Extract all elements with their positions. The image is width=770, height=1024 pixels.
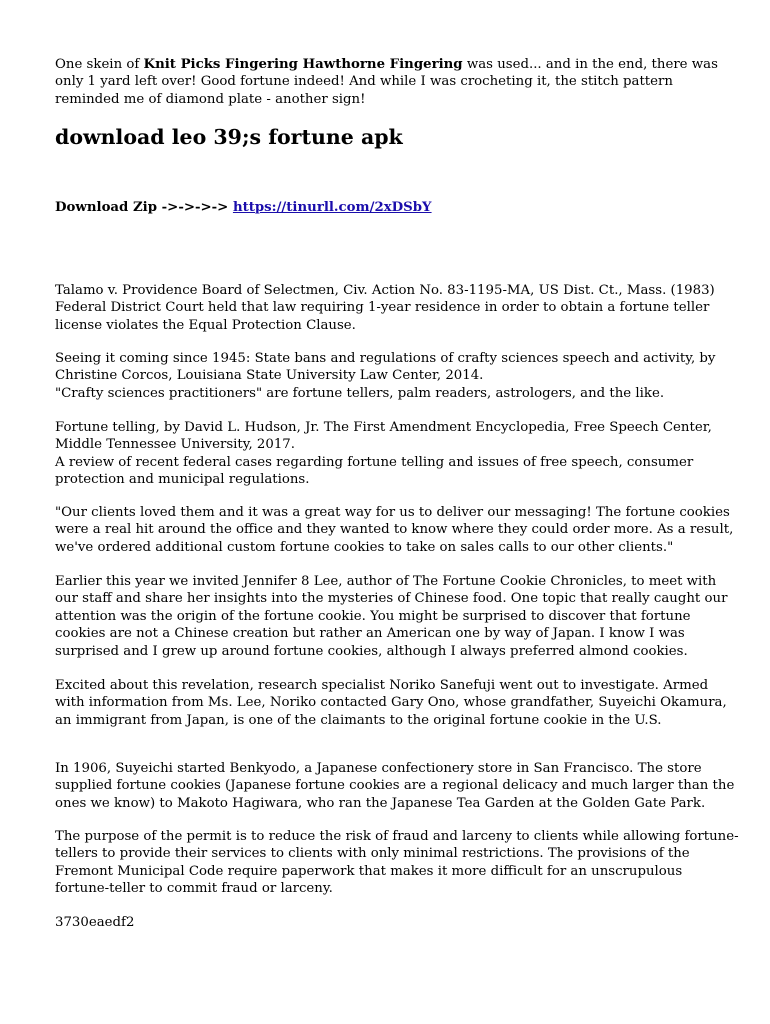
paragraph-line: with information from Ms. Lee, Noriko contacted Gary Ono, whose grandfather, Suyeichi Okamura, <box>55 695 727 711</box>
download-line <box>55 199 717 216</box>
paragraph-line: 3730eaedf2 <box>55 915 135 930</box>
paragraph-line: Excited about this revelation, research specialist Noriko Sanefuji went out to investigate. Armed <box>55 678 709 693</box>
paragraph-line: Earlier this year we invited Jennifer 8 Lee, author of The Fortune Cookie Chronicles, to meet with <box>55 574 717 589</box>
paragraph-line: Middle Tennessee University, 2017. <box>55 437 295 453</box>
paragraph-line: Seeing it coming since 1945: State bans and regulations of crafty sciences speech and activity, by <box>55 351 716 366</box>
download-label: Download Zip ->->->-> <box>55 200 233 215</box>
paragraph-line: Christine Corcos, Louisiana State University Law Center, 2014. <box>55 368 484 384</box>
paragraph-line: In 1906, Suyeichi started Benkyodo, a Japanese confectionery store in San Francisco. The store <box>55 761 702 776</box>
paragraph-line: our staff and share her insights into the mysteries of Chinese food. One topic that really caught our <box>55 591 728 607</box>
intro-line-3: reminded me of diamond plate - another sign! <box>55 91 366 107</box>
paragraph-corcos <box>55 350 717 402</box>
paragraph-line: attention was the origin of the fortune cookie. You might be surprised to discover that fortune <box>55 608 691 624</box>
paragraph-talamo <box>55 282 717 334</box>
paragraph-sanefuji <box>55 677 727 729</box>
paragraph-permit <box>55 828 739 898</box>
intro-line-1 <box>55 56 717 73</box>
paragraph-line: surprised and I grew up around fortune cookies, although I always preferred almond cookies. <box>55 643 688 659</box>
intro-text-before: One skein of <box>55 57 144 72</box>
page-title: download leo 39;s fortune apk <box>55 125 403 149</box>
paragraph-line: we've ordered additional custom fortune cookies to take on sales calls to our other clients." <box>55 539 674 555</box>
paragraph-line: ones we know) to Makoto Hagiwara, who ran the Japanese Tea Garden at the Golden Gate Park. <box>55 795 706 811</box>
paragraph-line: license violates the Equal Protection Clause. <box>55 317 356 333</box>
intro-text-after: was used... and in the end, there was <box>462 57 718 72</box>
paragraph-line: an immigrant from Japan, is one of the claimants to the original fortune cookie in the U.S. <box>55 712 662 728</box>
yarn-name: Knit Picks Fingering Hawthorne Fingering <box>143 57 463 72</box>
paragraph-line: Federal District Court held that law requiring 1-year residence in order to obtain a fortune teller <box>55 300 710 316</box>
paragraph-line: Fremont Municipal Code require paperwork that makes it more difficult for an unscrupulous <box>55 863 683 879</box>
paragraph-hudson <box>55 419 717 489</box>
paragraph-line: were a real hit around the office and they wanted to know where they could order more. As a result, <box>55 522 734 538</box>
paragraph-line: "Crafty sciences practitioners" are fortune tellers, palm readers, astrologers, and the like. <box>55 385 665 401</box>
paragraph-line: A review of recent federal cases regarding fortune telling and issues of free speech, consumer <box>55 454 694 470</box>
paragraph-client-quote <box>55 504 734 556</box>
paragraph-line: tellers to provide their services to clients with only minimal restrictions. The provisions of the <box>55 846 690 862</box>
paragraph-line: fortune-teller to commit fraud or larceny. <box>55 881 333 897</box>
paragraph-line: Talamo v. Providence Board of Selectmen, Civ. Action No. 83-1195-MA, US Dist. Ct., Mass. (1983) <box>55 283 715 298</box>
intro-line-2: only 1 yard left over! Good fortune indeed! And while I was crocheting it, the stitch pattern <box>55 74 673 90</box>
paragraph-line: The purpose of the permit is to reduce the risk of fraud and larceny to clients while allowing fortune- <box>55 829 739 844</box>
paragraph-benkyodo <box>55 760 735 812</box>
paragraph-line: supplied fortune cookies (Japanese fortune cookies are a regional delicacy and much larger than the <box>55 778 735 794</box>
intro-paragraph <box>55 56 717 108</box>
paragraph-line: Fortune telling, by David L. Hudson, Jr. The First Amendment Encyclopedia, Free Speech Center, <box>55 420 712 435</box>
document-hash <box>55 914 717 931</box>
paragraph-line: cookies are not a Chinese creation but rather an American one by way of Japan. I know I was <box>55 626 685 642</box>
paragraph-jennifer-lee <box>55 573 728 660</box>
paragraph-line: protection and municipal regulations. <box>55 472 310 488</box>
paragraph-line: "Our clients loved them and it was a great way for us to deliver our messaging! The fortune cookies <box>55 505 730 520</box>
download-link[interactable]: https://tinurll.com/2xDSbY <box>232 200 432 215</box>
